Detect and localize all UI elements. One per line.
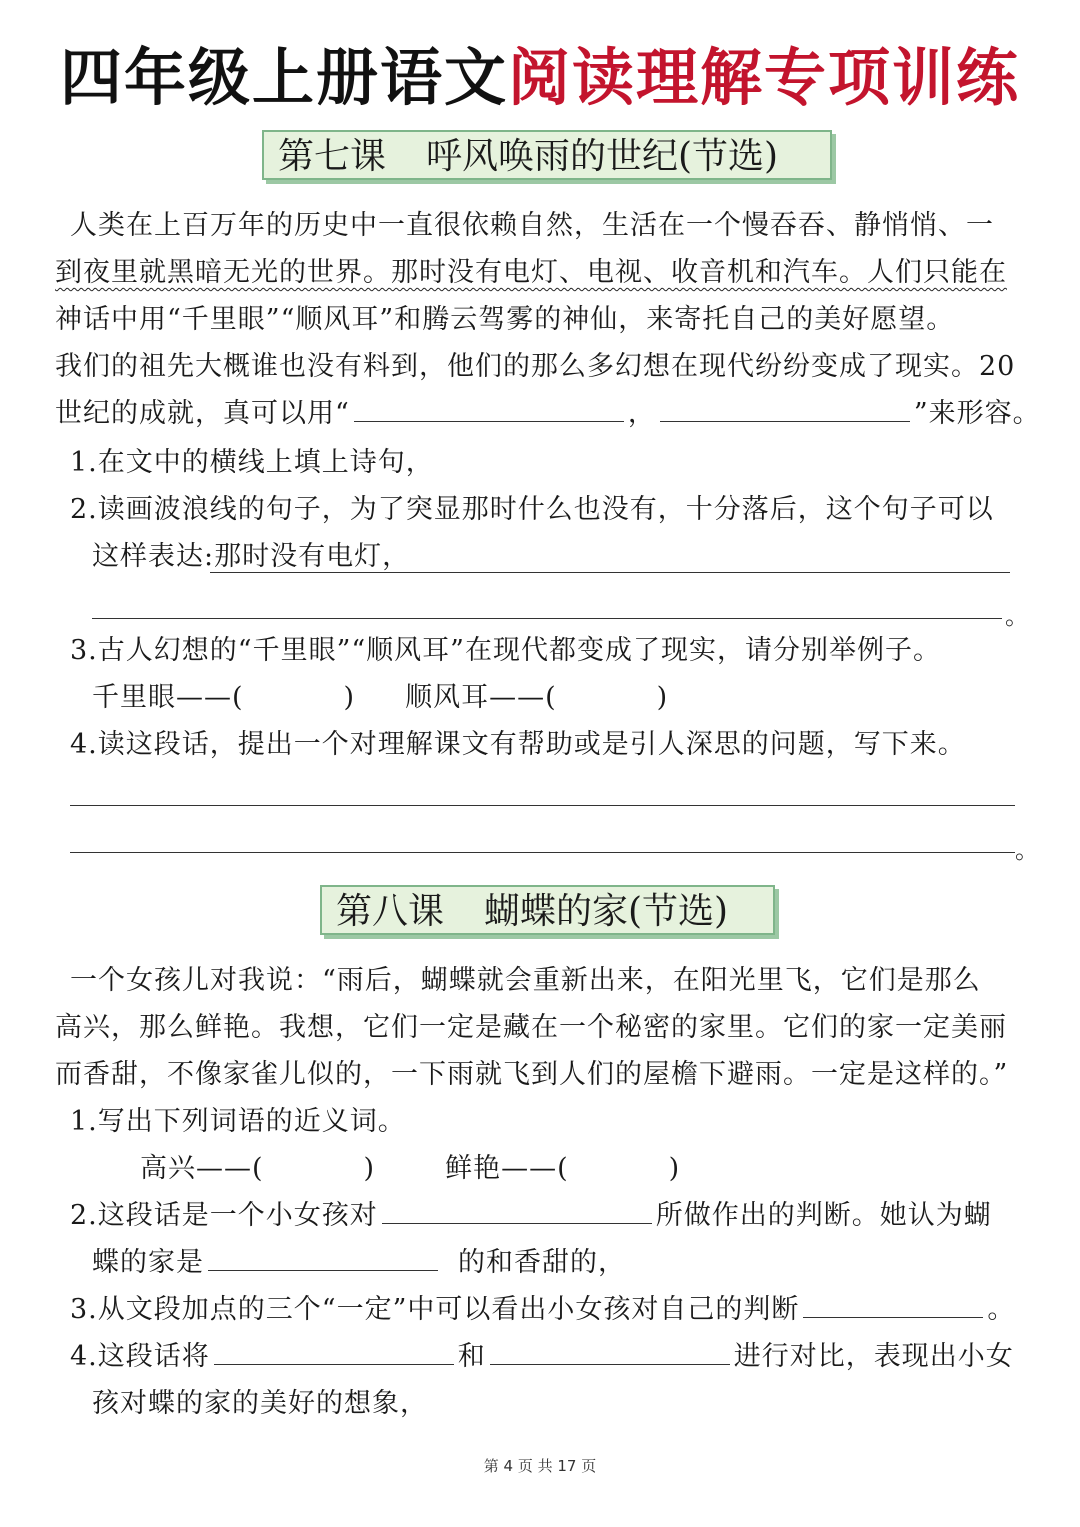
fill-blank[interactable] <box>490 1334 730 1365</box>
lesson7-question-3: 3.古人幻想的“千里眼”“顺风耳”在现代都变成了现实，请分别举例子。 <box>70 635 941 666</box>
lesson8-question-4: 4.这段话将 和 进行对比，表现出小女 <box>70 1334 1045 1380</box>
period-mark: 。 <box>1005 602 1029 630</box>
lesson8-passage-line: 高兴，那么鲜艳。我想，它们一定是藏在一个秘密的家里。它们的家一定美丽 <box>55 1012 1007 1043</box>
lesson8-question-2-line2: 蝶的家是 的和香甜的， <box>92 1240 1067 1286</box>
lesson8-number: 第八课 <box>336 891 445 932</box>
poem-blank-2[interactable] <box>660 391 910 422</box>
fill-blank[interactable] <box>382 1193 652 1224</box>
lesson8-question-1: 1.写出下列词语的近义词。 <box>70 1106 406 1137</box>
answer-line[interactable] <box>210 572 1010 573</box>
fill-blank[interactable] <box>214 1334 454 1365</box>
q2-answer-start: 那时没有电灯， <box>214 541 411 572</box>
lesson8-passage-line: 而香甜，不像家雀儿似的，一下雨就飞到人们的屋檐下避雨。一定是这样的。” <box>55 1059 1009 1090</box>
answer-line[interactable] <box>70 805 1015 806</box>
lesson7-heading <box>262 130 832 180</box>
page-title <box>0 40 1080 116</box>
lesson8-question-1-answers: 高兴——( ) 鲜艳——( ) <box>140 1153 681 1184</box>
lesson7-passage-line <box>55 250 1030 296</box>
lesson7-number: 第七课 <box>278 136 387 177</box>
lesson8-question-3: 3.从文段加点的三个“一定”中可以看出小女孩对自己的判断 。 <box>70 1287 1045 1333</box>
lesson7-title: 呼风唤雨的世纪(节选) <box>426 136 779 177</box>
lesson7-question-1: 1.在文中的横线上填上诗句， <box>70 447 434 478</box>
lesson7-question-3-answers: 千里眼——( ) 顺风耳——( ) <box>92 682 669 713</box>
fill-blank[interactable] <box>208 1240 438 1271</box>
lesson8-passage-line: 一个女孩儿对我说：“雨后，蝴蝶就会重新出来，在阳光里飞，它们是那么 <box>70 965 981 996</box>
poem-blank-1[interactable] <box>354 391 624 422</box>
page-footer: 第 4 页 共 17 页 <box>483 1457 597 1475</box>
lesson7-passage-line: 人类在上百万年的历史中一直很依赖自然，生活在一个慢吞吞、静悄悄、一 <box>70 210 994 241</box>
lesson8-question-2: 2.这段话是一个小女孩对 所做作出的判断。她认为蝴 <box>70 1193 1045 1239</box>
lesson7-passage-line: 神话中用“千里眼”“顺风耳”和腾云驾雾的神仙，来寄托自己的美好愿望。 <box>55 304 955 335</box>
page-title-part2: 阅读理解专项训练 <box>508 41 1021 114</box>
answer-line[interactable] <box>92 618 1002 619</box>
period-mark: 。 <box>1015 836 1039 864</box>
fill-blank[interactable] <box>803 1287 983 1318</box>
lesson7-question-4: 4.读这段话，提出一个对理解课文有帮助或是引人深思的问题，写下来。 <box>70 729 966 760</box>
lesson7-passage-last-line: 世纪的成就，真可以用“ ， ”来形容。 <box>55 391 1030 437</box>
lesson7-wavy-sentence: 到夜里就黑暗无光的世界。那时没有电灯、电视、收音机和汽车。人们只能在 <box>55 257 1007 288</box>
lesson8-heading <box>320 885 775 935</box>
lesson7-question-2: 2.读画波浪线的句子，为了突显那时什么也没有，十分落后，这个句子可以 <box>70 494 994 525</box>
answer-line[interactable] <box>70 852 1015 853</box>
lesson8-question-4-line2: 孩对蝶的家的美好的想象， <box>92 1388 428 1419</box>
lesson8-title: 蝴蝶的家(节选) <box>484 891 729 932</box>
lesson7-passage-line: 我们的祖先大概谁也没有料到，他们的那么多幻想在现代纷纷变成了现实。20 <box>55 351 1016 382</box>
page-title-part1: 四年级上册语文 <box>59 41 508 114</box>
lesson7-question-2-line2: 这样表达:那时没有电灯， <box>92 541 411 572</box>
